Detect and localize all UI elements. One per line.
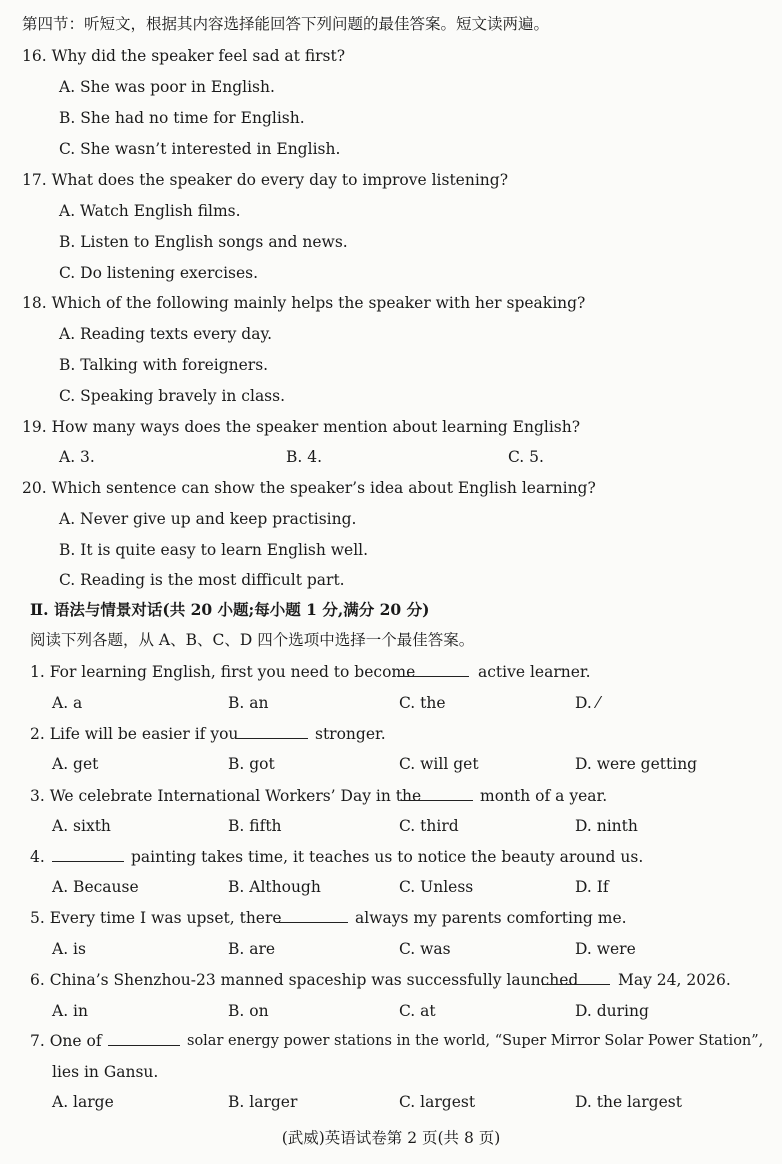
answer-options-row xyxy=(0,754,782,776)
option-text: B. She had no time for English. xyxy=(59,109,305,127)
answer-blank[interactable] xyxy=(399,662,469,677)
answer-option[interactable]: D. the largest xyxy=(575,1093,682,1111)
answer-option[interactable]: B. an xyxy=(228,694,269,712)
answer-options-row xyxy=(0,693,782,715)
option-text: A. Watch English films. xyxy=(59,202,241,220)
option-text: C. Speaking bravely in class. xyxy=(59,387,286,405)
question-text: 2. Life will be easier if you xyxy=(30,725,239,743)
answer-option[interactable]: D. ⁄ xyxy=(575,694,600,712)
question-stem xyxy=(0,786,782,808)
answer-option[interactable]: C. will get xyxy=(399,755,479,773)
answer-blank[interactable] xyxy=(542,970,610,985)
answer-option[interactable]: B. 4. xyxy=(286,448,323,466)
question-text-after: painting takes time, it teaches us to notice the beauty around us. xyxy=(131,848,644,866)
option-text: A. She was poor in English. xyxy=(59,78,275,96)
question-text: 4. xyxy=(30,848,45,866)
answer-option[interactable]: D. were xyxy=(575,940,636,958)
question-stem xyxy=(0,478,782,500)
page-footer xyxy=(0,1128,782,1150)
answer-option[interactable]: D. during xyxy=(575,1002,649,1020)
question-text: 3. We celebrate International Workers’ Day in the xyxy=(30,787,422,805)
answer-option[interactable]: B. fifth xyxy=(228,817,282,835)
answer-option[interactable]: C. largest xyxy=(399,1093,476,1111)
question-text: 5. Every time I was upset, there xyxy=(30,909,282,927)
answer-option[interactable]: A. large xyxy=(52,1093,114,1111)
answer-option[interactable] xyxy=(0,570,782,592)
question-text: lies in Gansu. xyxy=(52,1063,159,1081)
footer-text: (武威)英语试卷第 2 页(共 8 页) xyxy=(281,1129,501,1147)
answer-blank[interactable] xyxy=(52,847,124,862)
question-text-after: stronger. xyxy=(315,725,386,743)
answer-options-row xyxy=(0,939,782,961)
answer-options-row xyxy=(0,1001,782,1023)
answer-option[interactable] xyxy=(0,201,782,223)
answer-option[interactable]: D. ninth xyxy=(575,817,638,835)
question-stem xyxy=(0,293,782,315)
answer-option[interactable]: D. were getting xyxy=(575,755,698,773)
answer-option[interactable]: C. Unless xyxy=(399,878,474,896)
answer-option[interactable]: D. If xyxy=(575,878,609,896)
answer-blank[interactable] xyxy=(236,724,308,739)
answer-option[interactable]: C. 5. xyxy=(508,448,544,466)
answer-option[interactable] xyxy=(0,108,782,130)
question-stem-continuation xyxy=(0,1062,782,1084)
option-text: A. Reading texts every day. xyxy=(59,325,273,343)
answer-option[interactable]: A. in xyxy=(52,1002,88,1020)
question-text: 18. Which of the following mainly helps the speaker with her speaking? xyxy=(22,294,586,312)
option-text: B. It is quite easy to learn English well. xyxy=(59,541,369,559)
answer-blank[interactable] xyxy=(401,786,473,801)
question-text: 19. How many ways does the speaker mention about learning English? xyxy=(22,418,581,436)
question-text: 17. What does the speaker do every day to improve listening? xyxy=(22,171,509,189)
answer-option[interactable] xyxy=(0,386,782,408)
part-instruction xyxy=(0,630,782,652)
answer-option[interactable] xyxy=(0,509,782,531)
answer-option[interactable]: A. get xyxy=(52,755,99,773)
answer-option[interactable]: C. third xyxy=(399,817,459,835)
part-title xyxy=(0,600,782,622)
answer-option[interactable] xyxy=(0,77,782,99)
question-text: 1. For learning English, first you need to become xyxy=(30,663,416,681)
question-stem xyxy=(0,908,782,930)
option-text: B. Listen to English songs and news. xyxy=(59,233,348,251)
answer-option[interactable]: B. larger xyxy=(228,1093,298,1111)
question-stem xyxy=(0,970,782,992)
answer-option[interactable]: A. sixth xyxy=(52,817,111,835)
question-stem xyxy=(0,1031,782,1053)
answer-option[interactable] xyxy=(0,263,782,285)
answer-blank[interactable] xyxy=(108,1031,180,1046)
answer-option[interactable] xyxy=(0,355,782,377)
question-stem xyxy=(0,46,782,68)
answer-option[interactable] xyxy=(0,324,782,346)
answer-option[interactable]: A. is xyxy=(52,940,86,958)
question-stem xyxy=(0,170,782,192)
answer-option[interactable]: C. the xyxy=(399,694,446,712)
question-stem xyxy=(0,417,782,439)
section-header-text: 第四节：听短文，根据其内容选择能回答下列问题的最佳答案。短文读两遍。 xyxy=(22,15,550,33)
answer-option[interactable]: A. Because xyxy=(52,878,139,896)
question-stem xyxy=(0,724,782,746)
question-stem xyxy=(0,662,782,684)
section-header xyxy=(0,14,782,36)
question-text-after: month of a year. xyxy=(480,787,608,805)
answer-blank[interactable] xyxy=(276,908,348,923)
question-text-after: May 24, 2026. xyxy=(618,971,731,989)
question-text-after: active learner. xyxy=(478,663,591,681)
answer-option[interactable]: B. on xyxy=(228,1002,269,1020)
answer-options-row xyxy=(0,877,782,899)
answer-option[interactable] xyxy=(0,540,782,562)
answer-option[interactable] xyxy=(0,232,782,254)
question-text: 20. Which sentence can show the speaker’s idea about English learning? xyxy=(22,479,596,497)
answer-option[interactable]: A. a xyxy=(52,694,83,712)
answer-option[interactable]: B. are xyxy=(228,940,276,958)
answer-option[interactable]: B. got xyxy=(228,755,275,773)
question-text-after: solar energy power stations in the world, “Super Mirror Solar Power Station”, xyxy=(187,1033,764,1049)
option-text: C. She wasn’t interested in English. xyxy=(59,140,341,158)
answer-options-row xyxy=(0,816,782,838)
question-text-after: always my parents comforting me. xyxy=(355,909,627,927)
answer-option[interactable]: C. at xyxy=(399,1002,436,1020)
part-title-text: Ⅱ. 语法与情景对话(共 20 小题;每小题 1 分,满分 20 分) xyxy=(30,600,430,619)
option-text: C. Do listening exercises. xyxy=(59,264,259,282)
answer-options-row xyxy=(0,447,782,469)
option-text: B. Talking with foreigners. xyxy=(59,356,269,374)
option-text: C. Reading is the most difficult part. xyxy=(59,571,345,589)
answer-option[interactable]: C. was xyxy=(399,940,451,958)
option-text: A. Never give up and keep practising. xyxy=(59,510,357,528)
question-text: 6. China’s Shenzhou-23 manned spaceship was successfully launched xyxy=(30,971,579,989)
question-text: 7. One of xyxy=(30,1032,102,1050)
instruction-text: 阅读下列各题，从 A、B、C、D 四个选项中选择一个最佳答案。 xyxy=(30,631,475,649)
answer-option[interactable]: A. 3. xyxy=(59,448,95,466)
question-text: 16. Why did the speaker feel sad at first? xyxy=(22,47,346,65)
answer-option[interactable]: B. Although xyxy=(228,878,321,896)
question-stem xyxy=(0,847,782,869)
answer-option[interactable] xyxy=(0,139,782,161)
answer-options-row xyxy=(0,1092,782,1114)
